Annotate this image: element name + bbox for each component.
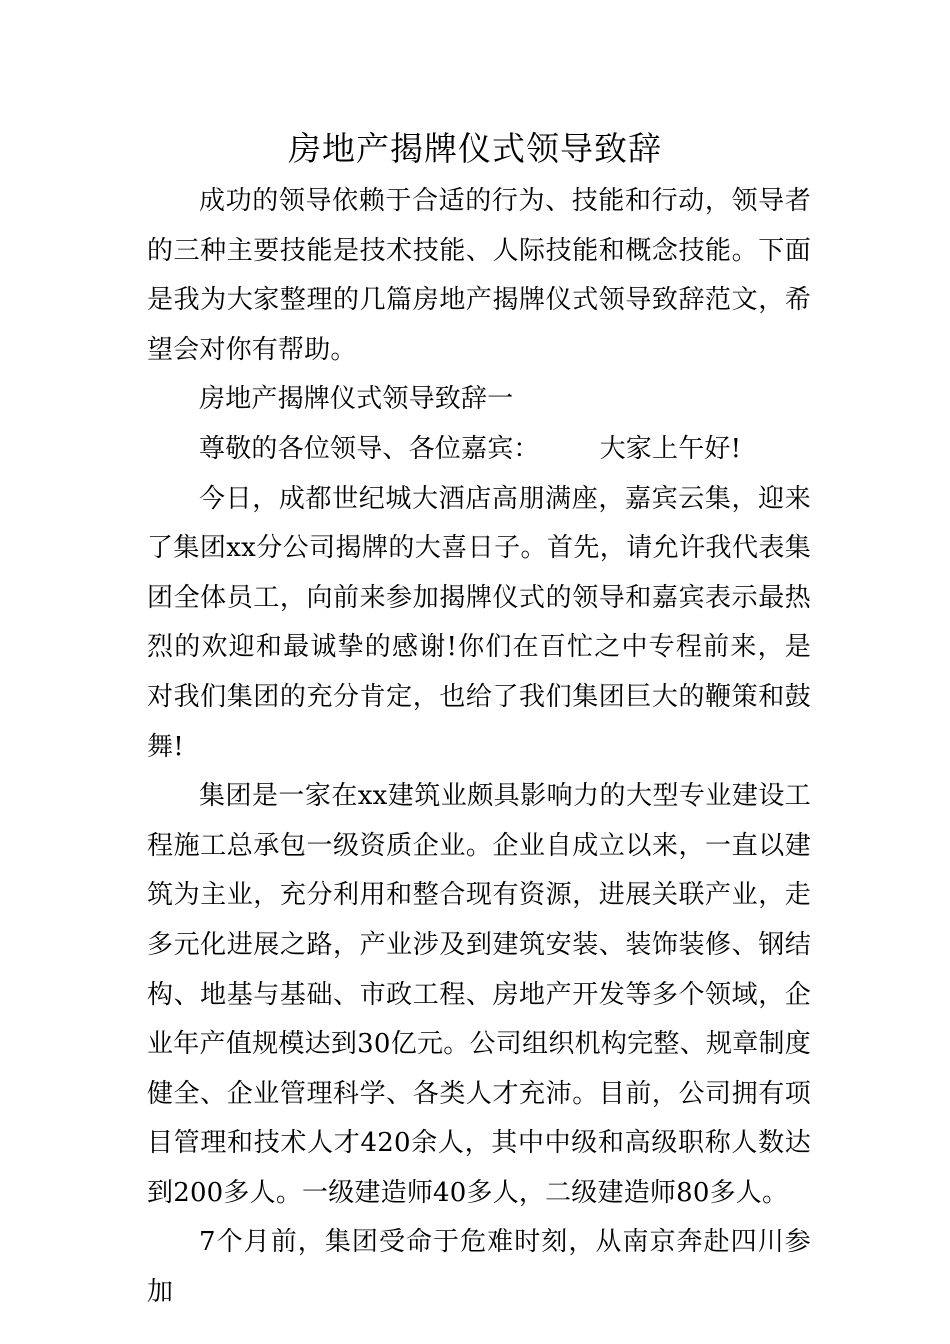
section-title: 房地产揭牌仪式领导致辞一 [199,384,514,415]
document-body [147,177,811,1318]
body-paragraph-2: 集团是一家在xx建筑业颇具影响力的大型专业建设工程施工总承包一级资质企业。企业自成立以来，一直以建筑为主业，充分利用和整合现有资源，进展关联产业，走多元化进展之路，产业涉及到建筑安装、装饰装修、钢结构、地基与基础、市政工程、房地产开发等多个领域，企业年产值规模达到30亿元。公司组织机构完整、规章制度健全、企业管理科学、各类人才充沛。目前，公司拥有项目管理和技术人才420余人，其中中级和高级职称人数达到200多人。一级建造师40多人，二级建造师80多人。 [147,781,811,1208]
salutation-line [147,425,811,475]
body-paragraph-1: 今日，成都世纪城大酒店高朋满座，嘉宾云集，迎来了集团xx分公司揭牌的大喜日子。首先，请允许我代表集团全体员工，向前来参加揭牌仪式的领导和嘉宾表示最热烈的欢迎和最诚挚的感谢!你们在百忙之中专程前来，是对我们集团的充分肯定，也给了我们集团巨大的鞭策和鼓舞! [147,483,811,762]
document-title: 房地产揭牌仪式领导致辞 [288,129,662,168]
body-paragraph-3: 7个月前，集团受命于危难时刻，从南京奔赴四川参加 [147,1227,811,1308]
salutation: 尊敬的各位领导、各位嘉宾： [199,433,540,464]
intro-paragraph: 成功的领导依赖于合适的行为、技能和行动，领导者的三种主要技能是技术技能、人际技能和概念技能。下面是我为大家整理的几篇房地产揭牌仪式领导致辞范文，希望会对你有帮助。 [147,186,811,365]
greeting: 大家上午好! [599,433,742,464]
